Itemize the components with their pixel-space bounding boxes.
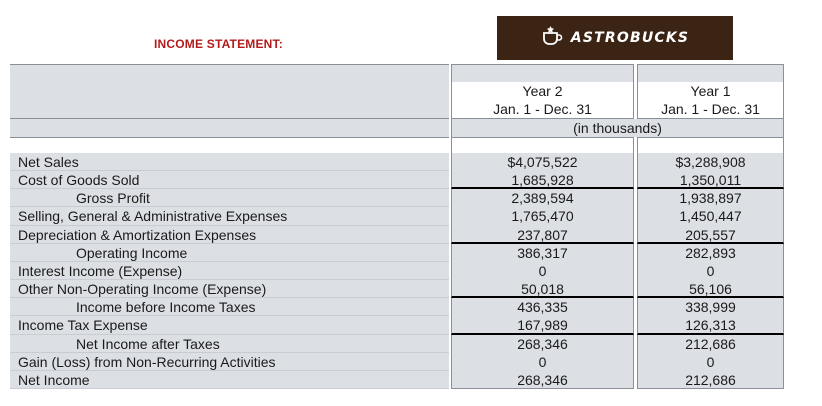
row-value-year2: 167,989 [451, 316, 634, 334]
row-value-year2: $4,075,522 [451, 153, 634, 171]
col-year1-period: Jan. 1 - Dec. 31 [637, 100, 784, 118]
row-value-year1: 0 [637, 262, 784, 280]
row-value-year2: 50,018 [451, 280, 634, 298]
row-value-year2: 0 [451, 262, 634, 280]
units-label: (in thousands) [451, 119, 784, 137]
blank-row [10, 137, 784, 153]
astrobucks-logo [497, 16, 733, 60]
row-label: Net Income [10, 371, 449, 389]
coffee-cup-star-icon [541, 25, 565, 52]
table-row [10, 316, 784, 334]
row-value-year2: 1,685,928 [451, 171, 634, 189]
col-year1-year: Year 1 [637, 82, 784, 100]
row-value-year2: 268,346 [451, 335, 634, 353]
table-row [10, 353, 784, 371]
table-row [10, 226, 784, 244]
row-label: Gross Profit [10, 189, 449, 207]
row-label: Net Sales [10, 153, 449, 171]
row-value-year2: 0 [451, 353, 634, 371]
row-value-year1: 212,686 [637, 335, 784, 353]
row-value-year2: 1,765,470 [451, 207, 634, 225]
table-row [10, 189, 784, 207]
table-row [10, 280, 784, 298]
row-label: Operating Income [10, 244, 449, 262]
table-row [10, 171, 784, 189]
table-row [10, 244, 784, 262]
table-row [10, 262, 784, 280]
row-value-year1: 1,938,897 [637, 189, 784, 207]
row-label: Net Income after Taxes [10, 335, 449, 353]
row-label: Interest Income (Expense) [10, 262, 449, 280]
row-value-year2: 386,317 [451, 244, 634, 262]
year-row [10, 82, 784, 100]
row-label: Income Tax Expense [10, 316, 449, 334]
logo-text: ASTROBUCKS [570, 30, 690, 46]
table-row [10, 207, 784, 225]
header-spacer-row [10, 64, 784, 82]
row-label: Selling, General & Administrative Expenses [10, 207, 449, 225]
row-value-year1: 1,350,011 [637, 171, 784, 189]
row-value-year1: $3,288,908 [637, 153, 784, 171]
row-label: Income before Income Taxes [10, 298, 449, 316]
row-label: Depreciation & Amortization Expenses [10, 226, 449, 244]
table-row [10, 298, 784, 316]
row-value-year1: 56,106 [637, 280, 784, 298]
row-value-year1: 1,450,447 [637, 207, 784, 225]
row-value-year1: 338,999 [637, 298, 784, 316]
income-statement-table [10, 64, 784, 389]
units-row [10, 119, 784, 137]
statement-title: INCOME STATEMENT: [154, 37, 283, 51]
row-value-year1: 212,686 [637, 371, 784, 389]
row-label: Other Non-Operating Income (Expense) [10, 280, 449, 298]
row-value-year1: 282,893 [637, 244, 784, 262]
col-year2-year: Year 2 [451, 82, 634, 100]
row-value-year1: 205,557 [637, 226, 784, 244]
row-value-year1: 0 [637, 353, 784, 371]
period-row [10, 100, 784, 118]
col-year2-period: Jan. 1 - Dec. 31 [451, 100, 634, 118]
table-row [10, 153, 784, 171]
row-value-year2: 436,335 [451, 298, 634, 316]
table-row [10, 335, 784, 353]
row-value-year2: 2,389,594 [451, 189, 634, 207]
row-value-year2: 237,807 [451, 226, 634, 244]
row-label: Gain (Loss) from Non-Recurring Activities [10, 353, 449, 371]
row-value-year1: 126,313 [637, 316, 784, 334]
table-row [10, 371, 784, 389]
row-value-year2: 268,346 [451, 371, 634, 389]
row-label: Cost of Goods Sold [10, 171, 449, 189]
